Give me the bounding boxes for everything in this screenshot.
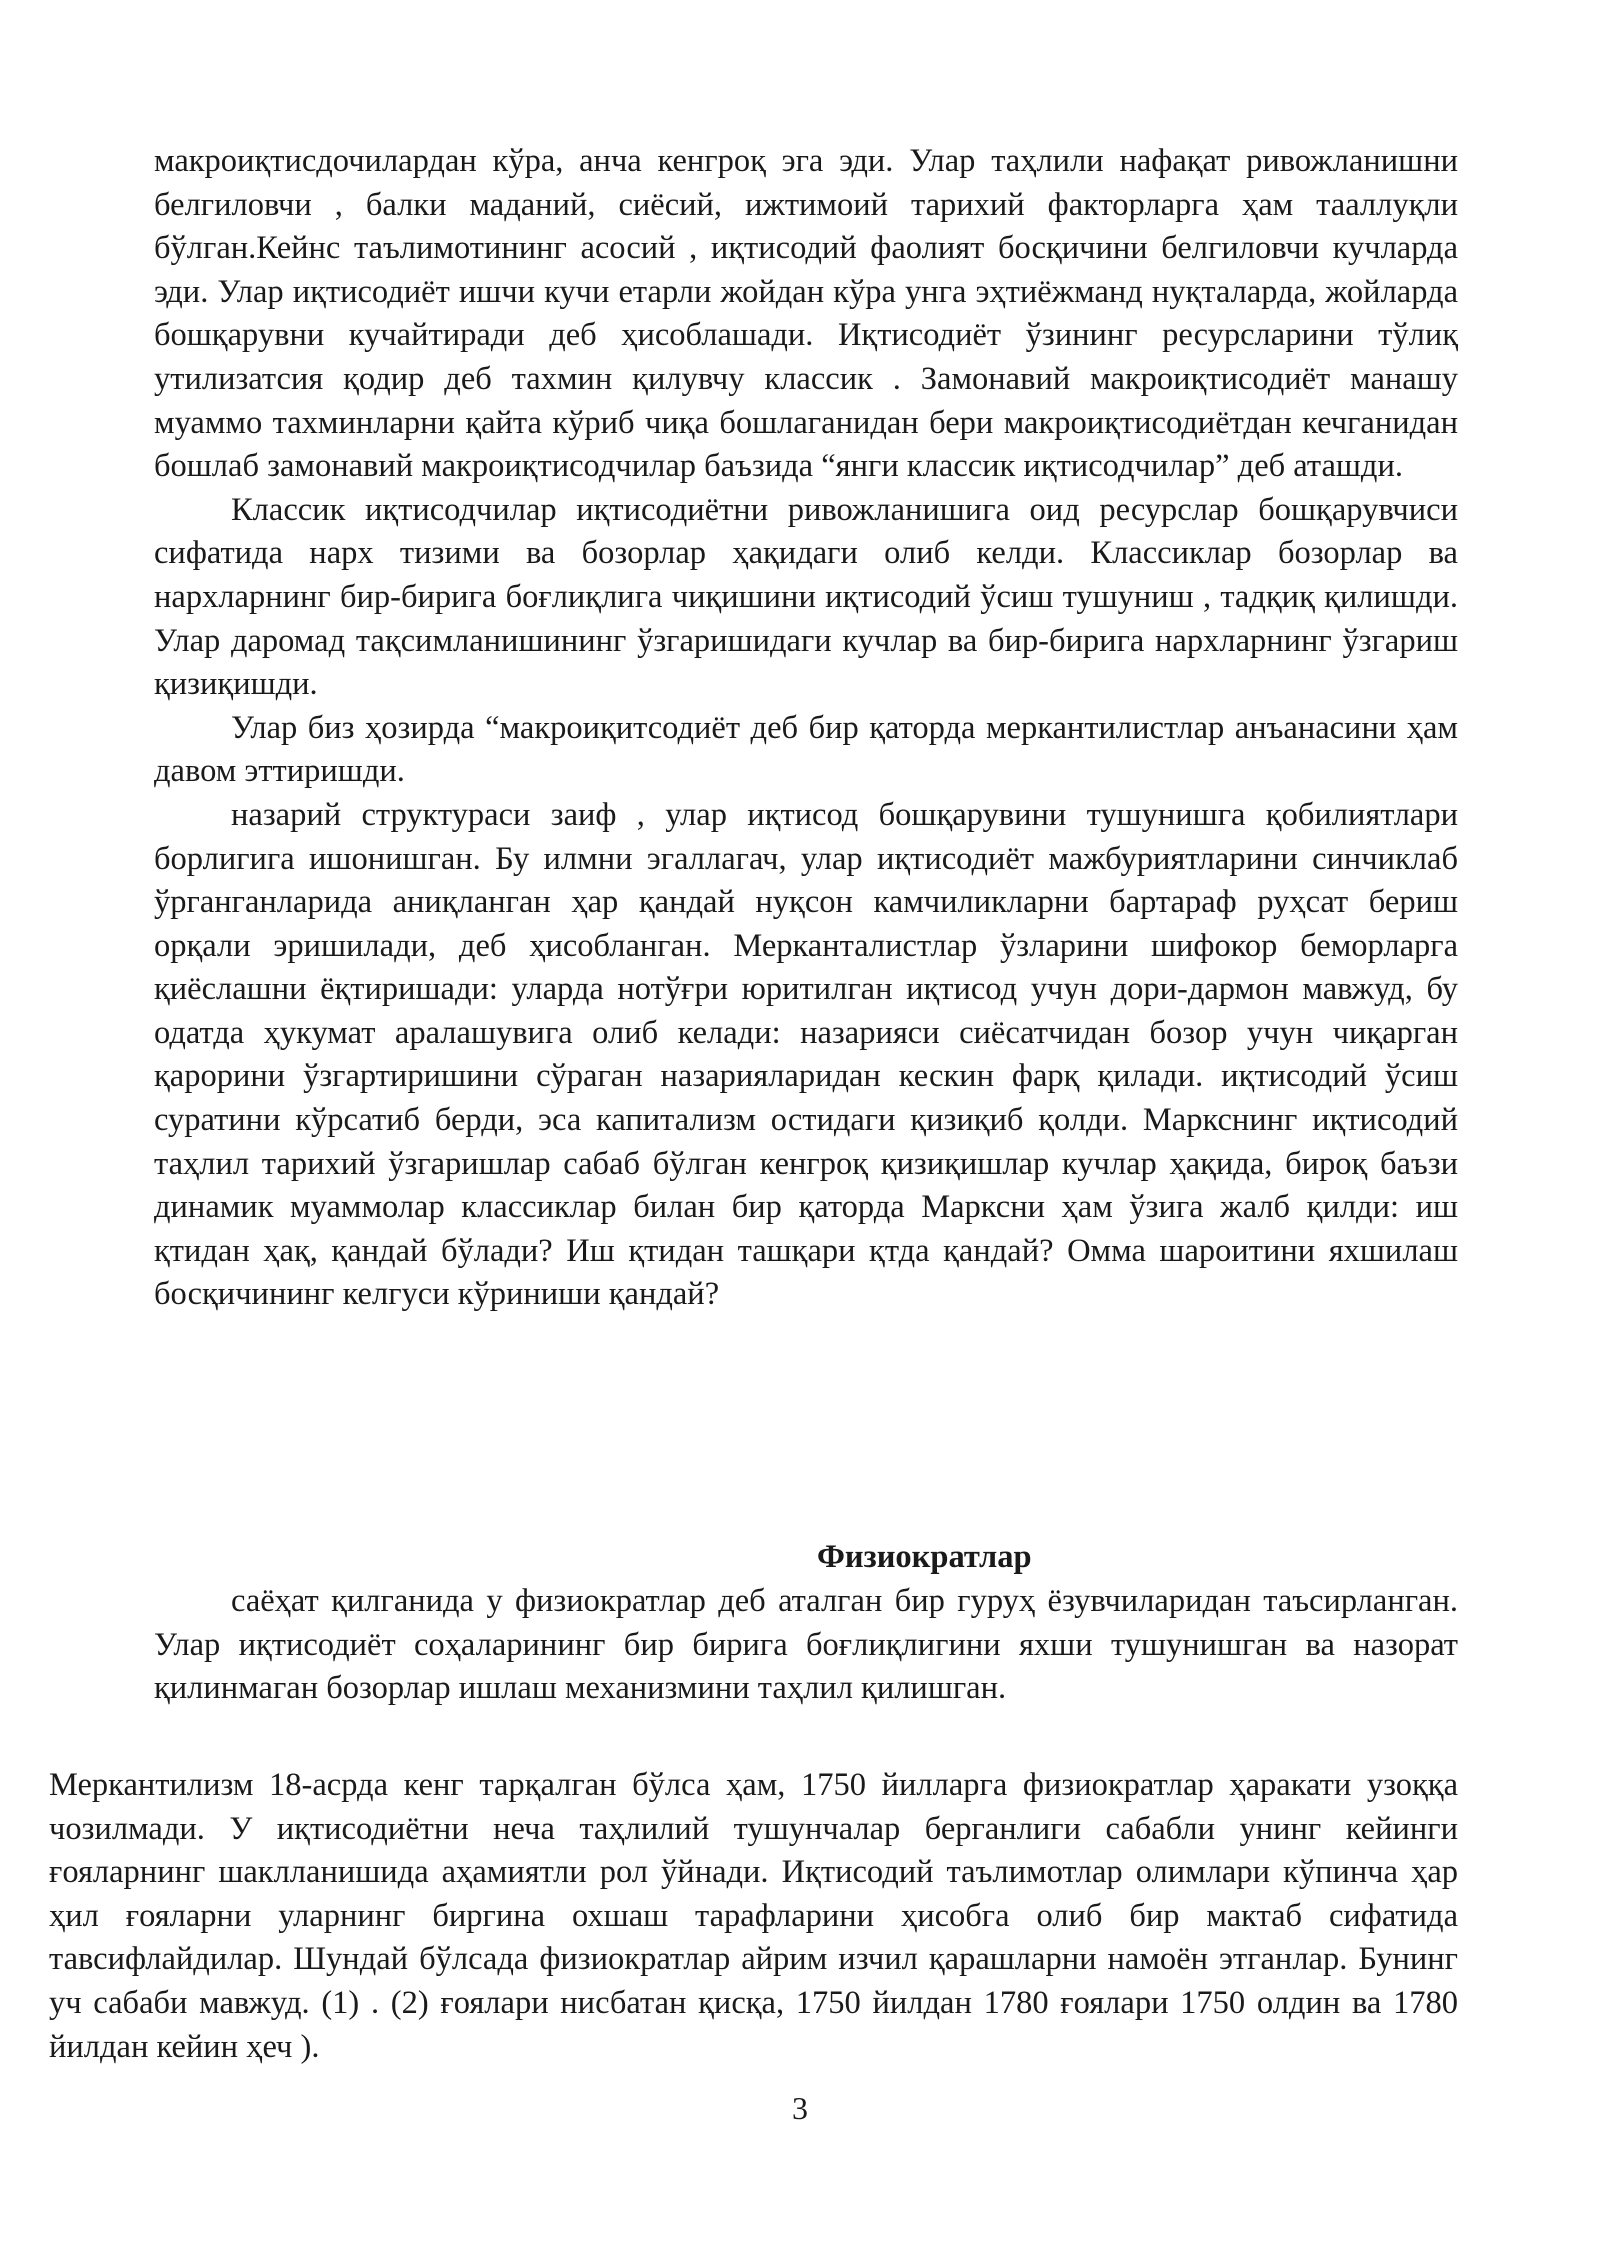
paragraph-physiocrats-intro: саёҳат қилганида у физиократлар деб аталган бир гуруҳ ёзувчиларидан таъсирланган. Улар иқтисодиёт соҳаларининг бир бирига боғлиқлигини яхши тушунишган ва назорат қилинмаган бозорлар ишлаш механизмини таҳлил қилишган. bbox=[154, 1583, 1458, 1707]
paragraph-classical-economists: Классик иқтисодчилар иқтисодиётни ривожланишига оид ресурслар бошқарувчиси сифатида нарх тизими ва бозорлар ҳақидаги олиб келди. Классиклар бозорлар ва нархларнинг бир-бирига боғлиқлига чиқишини иқтисодий ўсиш тушуниш , тадқиқ қилишди. Улар даромад тақсимланишининг ўзгаришидаги кучлар ва бир-бирига нархларнинг ўзгариш қизиқишди. bbox=[154, 491, 1458, 703]
physiocrats-text-block bbox=[154, 1580, 1458, 1711]
paragraph-macroeconomists: макроиқтисдочилардан кўра, анча кенгроқ эга эди. Улар таҳлили нафақат ривожланишни белгиловчи , балки маданий, сиёсий, ижтимоий тарихий факторларга ҳам тааллуқли бўлган.Кейнс таълимотининг асосий , иқтисодий фаолият босқичини белгиловчи кучларда эди. Улар иқтисодиёт ишчи кучи етарли жойдан кўра унга эҳтиёжманд нуқталарда, жойларда бошқарувни кучайтиради деб ҳисоблашади. Иқтисодиёт ўзининг ресурсларини тўлиқ утилизатсия қодир деб тахмин қилувчу классик . Замонавий макроиқтисодиёт манашу муаммо тахминларни қайта кўриб чиқа бошлаганидан бери макроиқтисодиётдан кечганидан бошлаб замонавий макроиқтисодчилар баъзида “янги классик иқтисодчилар” деб аташди. bbox=[154, 143, 1458, 485]
paragraph-mercantilism-18th-century: Меркантилизм 18-асрда кенг тарқалган бўлса ҳам, 1750 йилларга физиократлар ҳаракати узоққа чозилмади. У иқтисодиётни неча таҳлилий тушунчалар берганлиги сабабли унинг кейинги ғояларнинг шаклланишида аҳамиятли рол ўйнади. Иқтисодий таълимотлар олимлари кўпинча ҳар ҳил ғояларни уларнинг биргина охшаш тарафларини ҳисобга олиб бир мактаб сифатида тавсифлайдилар. Шундай бўлсада физиократлар айрим изчил қарашларни намоён этганлар. Бунинг уч сабаби мавжуд. (1) . (2) ғоялари нисбатан қисқа, 1750 йилдан 1780 ғоялари 1750 олдин ва 1780 йилдан кейин ҳеч ). bbox=[49, 1767, 1458, 2065]
section-heading-physiocrats: Физиократлар bbox=[817, 1539, 1032, 1575]
page-number: 3 bbox=[792, 2090, 808, 2126]
paragraph-theoretical-structure: назарий структураси заиф , улар иқтисод бошқарувини тушунишга қобилиятлари борлигига ишонишган. Бу илмни эгаллагач, улар иқтисодиёт мажбуриятларини синчиклаб ўрганганларида аниқланган ҳар қандай нуқсон камчиликларни бартараф руҳсат бериш орқали эришилади, деб ҳисобланган. Мерканталистлар ўзларини шифокор беморларга қиёслашни ёқтиришади: уларда нотўғри юритилган иқтисод учун дори-дармон мавжуд, бу одатда ҳукумат аралашувига олиб келади: назарияси сиёсатчидан бозор учун чиқарган қарорини ўзгартиришини сўраган назарияларидан кескин фарқ қилади. иқтисодий ўсиш суратини кўрсатиб берди, эса капитализм остидаги қизиқиб қолди. Маркснинг иқтисодий таҳлил тарихий ўзгаришлар сабаб бўлган кенгроқ қизиқишлар кучлар ҳақида, бироқ баъзи динамик муаммолар классиклар билан бир қаторда Марксни ҳам ўзига жалб қилди: иш қтидан ҳақ, қандай бўлади? Иш қтидан ташқари қтда қандай? Омма шароитини яхшилаш босқичининг келгуси кўриниши қандай? bbox=[154, 796, 1458, 1313]
main-text-block bbox=[154, 140, 1458, 1317]
paragraph-mercantilist-tradition: Улар биз ҳозирда “макроиқитсодиёт деб бир қаторда меркантилистлар анъанасини ҳам давом эттиришди. bbox=[154, 709, 1458, 790]
wide-text-block bbox=[49, 1764, 1458, 2069]
